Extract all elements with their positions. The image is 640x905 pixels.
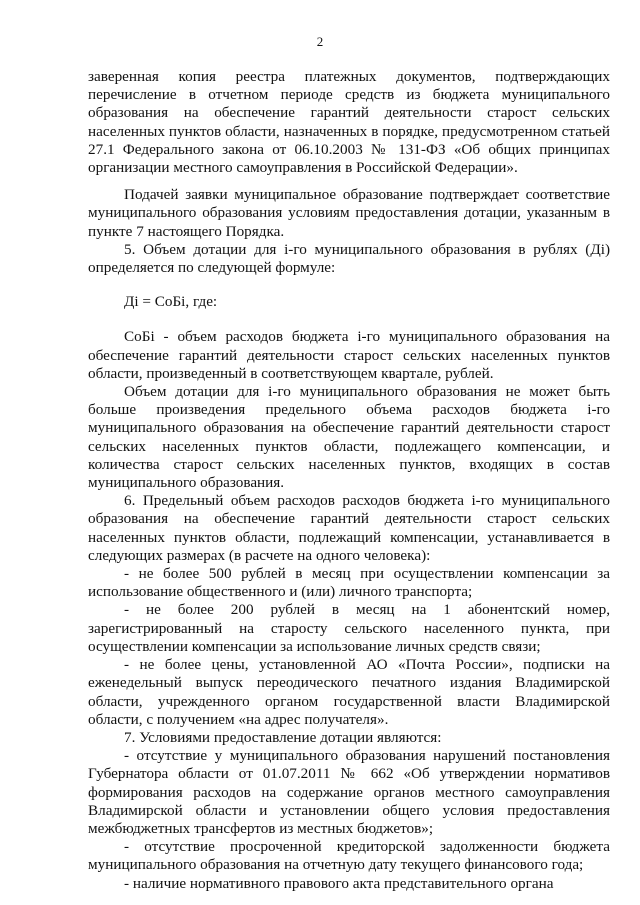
list-item-communication: - не более 200 рублей в месяц на 1 абонентский номер, зарегистрированный на старосту сельского населенного пункта, при осуществлении компенсации за использование личных средств связи; bbox=[88, 601, 610, 655]
list-item-no-arrears: - отсутствие просроченной кредиторской задолженности бюджета муниципального образования на отчетную дату текущего финансового года; bbox=[88, 838, 610, 874]
list-item-subscription: - не более цены, установленной АО «Почта России», подписки на еженедельный выпуск переодического печатного издания Владимирской области, учрежденного органом государственной власти Владимирской области, с получением «на адрес получателя». bbox=[88, 656, 610, 728]
paragraph-report-copy: заверенная копия реестра платежных документов, подтверждающих перечисление в отчетном периоде средств из бюджета муниципального образования на обеспечение гарантий деятельности старост сельских населенных пунктов области, назначенных в порядке, предусмотренном статьей 27.1 Федерального закона от 06.10.2003 № 131-ФЗ «Об общих принципах организации местного самоуправления в Российской Федерации». bbox=[88, 68, 610, 177]
document-body bbox=[88, 68, 610, 893]
paragraph-application-confirmation: Подачей заявки муниципальное образование подтверждает соответствие муниципального образования условиям предоставления дотации, указанным в пункте 7 настоящего Порядка. bbox=[88, 186, 610, 240]
list-item-legal-act: - наличие нормативного правового акта представительного органа bbox=[124, 874, 554, 892]
paragraph-item-5: 5. Объем дотации для i-го муниципального образования в рублях (Дi) определяется по следующей формуле: bbox=[88, 240, 610, 277]
list-item-transport: - не более 500 рублей в месяц при осуществлении компенсации за использование общественного и (или) личного транспорта; bbox=[88, 565, 610, 601]
paragraph-item-6: 6. Предельный объем расходов расходов бюджета i-го муниципального образования на обеспечение гарантий деятельности старост сельских населенных пунктов области, подлежащий компенсации, устанавливается в следующих размерах (в расчете на одного человека): bbox=[88, 492, 610, 564]
list-item-no-violations: - отсутствие у муниципального образования нарушений постановления Губернатора области от 01.07.2011 № 662 «Об утверждении нормативов формирования расходов на содержание органов местного самоуправления Владимирской области и установлении общего условия предоставления межбюджетных трансфертов из местных бюджетов»; bbox=[88, 747, 610, 837]
page-number: 2 bbox=[316, 34, 324, 49]
paragraph-sobi-definition: СоБi - объем расходов бюджета i-го муниципального образования на обеспечение гарантий деятельности старост сельских населенных пунктов области, произведенный в соответствующем квартале, рублей. bbox=[88, 328, 610, 382]
paragraph-dotation-limit: Объем дотации для i-го муниципального образования не может быть больше произведения предельного объема расходов бюджета i-го муниципального образования на обеспечение гарантий деятельности старост сельских населенных пунктов области, подлежащего компенсации, и количества старост сельских населенных пунктов, входящих в состав муниципального образования. bbox=[88, 383, 610, 492]
paragraph-item-7: 7. Условиями предоставление дотации являются: bbox=[124, 728, 442, 746]
formula-line: Дi = СоБi, где: bbox=[124, 293, 218, 311]
